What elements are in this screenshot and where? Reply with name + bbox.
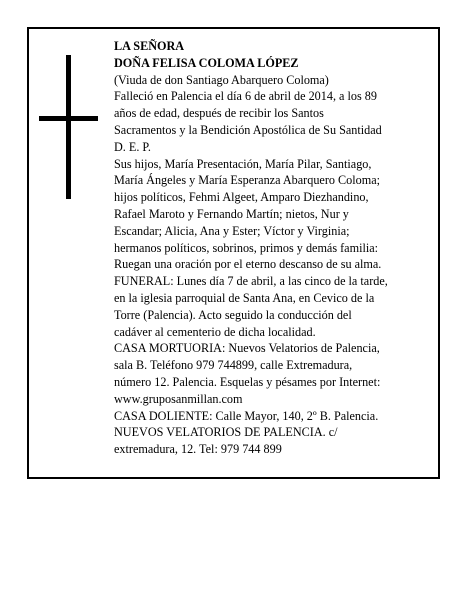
heading-line: DOÑA FELISA COLOMA LÓPEZ (114, 55, 299, 70)
text-line: Rafael Maroto y Fernando Martín; nietos, Nur y (114, 206, 349, 221)
text-line: CASA DOLIENTE: Calle Mayor, 140, 2º B. Palencia. (114, 408, 379, 423)
text-line: Sus hijos, María Presentación, María Pilar, Santiago, (114, 156, 372, 171)
text-line: María Ángeles y María Esperanza Abarquero Coloma; (114, 173, 380, 188)
text-line: años de edad, después de recibir los Santos (114, 106, 324, 121)
text-line: Falleció en Palencia el día 6 de abril de 2014, a los 89 (114, 89, 377, 104)
heading-line: LA SEÑORA (114, 39, 185, 53)
obituary-notice (27, 27, 440, 479)
text-line: FUNERAL: Lunes día 7 de abril, a las cinco de la tarde, (114, 274, 388, 289)
text-line: NUEVOS VELATORIOS DE PALENCIA. c/ (114, 425, 338, 440)
text-line: cadáver al cementerio de dicha localidad. (114, 324, 316, 339)
text-line: sala B. Teléfono 979 744899, calle Extremadura, (114, 358, 353, 373)
text-line: extremadura, 12. Tel: 979 744 899 (114, 442, 282, 457)
text-line: Sacramentos y la Bendición Apostólica de Su Santidad (114, 122, 382, 137)
text-line: hijos políticos, Fehmi Algeet, Amparo Diezhandino, (114, 190, 369, 205)
text-line: (Viuda de don Santiago Abarquero Coloma) (114, 72, 329, 87)
text-line: Escandar; Alicia, Ana y Ester; Víctor y Virginia; (114, 223, 350, 238)
text-line: número 12. Palencia. Esquelas y pésames por Internet: (114, 374, 381, 389)
text-line: Ruegan una oración por el eterno descanso de su alma. (114, 257, 382, 272)
cross-vertical-bar (66, 55, 71, 199)
text-line: Torre (Palencia). Acto seguido la conducción del (114, 307, 352, 322)
text-line: en la iglesia parroquial de Santa Ana, en Cevico de la (114, 290, 375, 305)
text-line: D. E. P. (114, 139, 151, 154)
latin-cross-icon (39, 55, 95, 199)
text-line: hermanos políticos, sobrinos, primos y demás familia: (114, 240, 379, 255)
cross-horizontal-bar (39, 116, 98, 121)
text-line: www.gruposanmillan.com (114, 391, 243, 406)
text-line: CASA MORTUORIA: Nuevos Velatorios de Palencia, (114, 341, 380, 356)
obituary-text (114, 38, 432, 458)
